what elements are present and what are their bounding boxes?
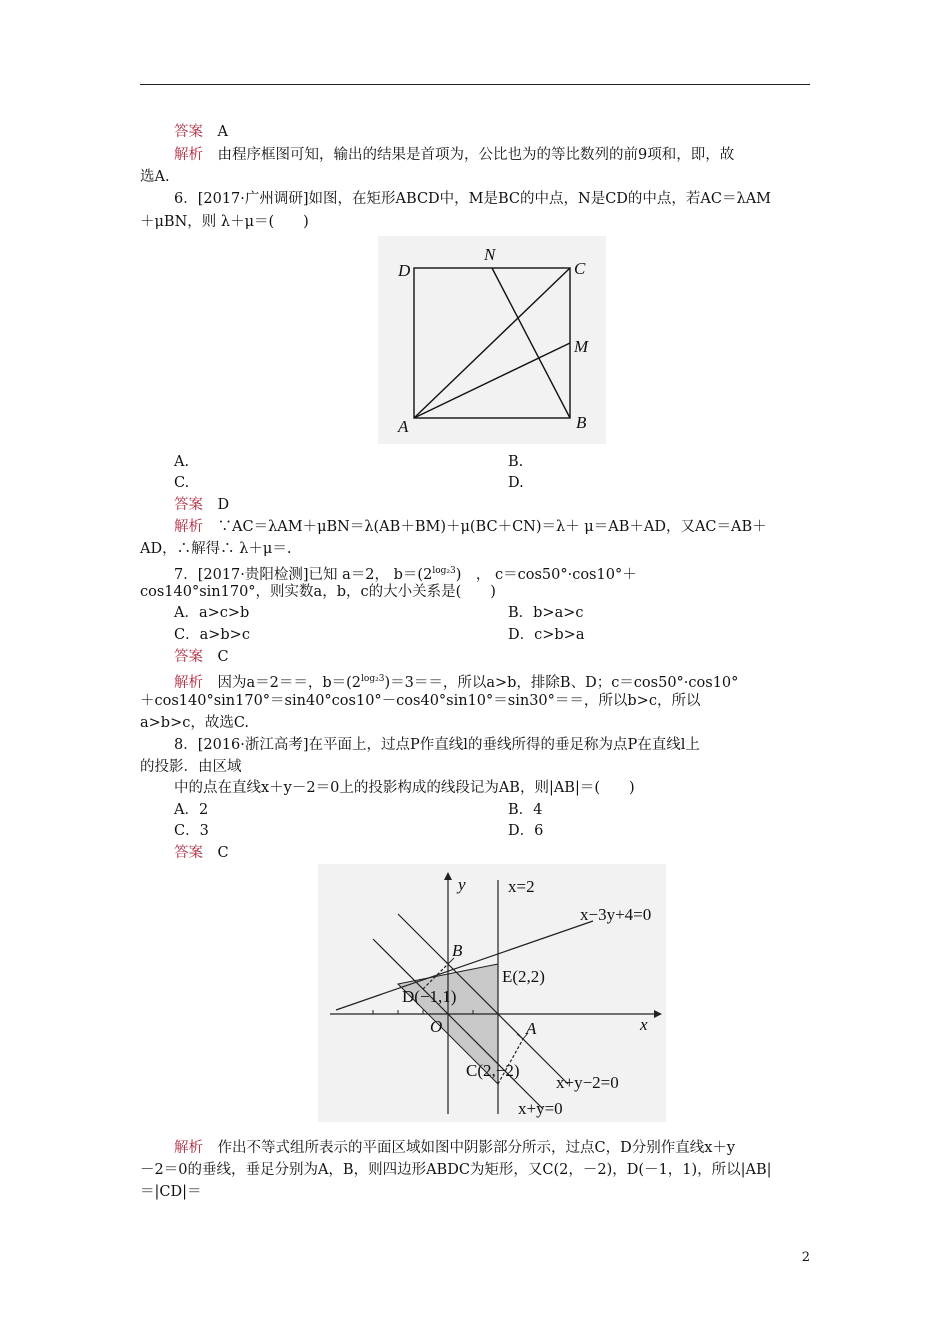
label-e: E(2,2) xyxy=(502,967,545,986)
q6-stem-line2: ＋μBN，则 λ＋μ＝( ) xyxy=(140,214,309,230)
q8-answer: C xyxy=(217,845,229,861)
label-x-equals-2: x=2 xyxy=(508,877,535,896)
q7-option-b: B．b>a>c xyxy=(508,605,584,621)
label-a: A xyxy=(526,1019,537,1038)
q8-option-c: C．3 xyxy=(174,823,209,839)
label-c: C(2,−2) xyxy=(466,1061,520,1080)
q8-stem-line2: 的投影．由区域 xyxy=(140,759,242,775)
q8-option-d: D．6 xyxy=(508,823,544,839)
label-line2: x+y−2=0 xyxy=(556,1073,619,1092)
q7-option-d: D．c>b>a xyxy=(508,627,585,643)
label-a: A xyxy=(398,417,409,436)
answer-label: 答案 xyxy=(174,124,203,140)
q6-option-c: C. xyxy=(174,475,190,491)
label-o: O xyxy=(430,1017,443,1036)
label-y: y xyxy=(458,875,466,894)
q7-option-a: A．a>c>b xyxy=(174,605,250,621)
q5-answer-line xyxy=(174,122,228,142)
q6-option-d: D. xyxy=(508,475,524,491)
q6-option-b: B. xyxy=(508,454,524,470)
q7-analysis-line2: ＋cos140°sin170°＝sin40°cos10°－cos40°sin10°＝sin30°＝＝，所以b>c，所以 xyxy=(140,693,701,709)
q8-analysis-line1: 解析 作出不等式组所表示的平面区域如图中阴影部分所示，过点C，D分别作直线x＋y xyxy=(174,1140,736,1156)
q7-option-c: C．a>b>c xyxy=(174,627,250,643)
q7-stem-line2: cos140°sin170°，则实数a，b，c的大小关系是( ) xyxy=(140,584,496,600)
label-d: D(−1,1) xyxy=(402,987,457,1006)
q7-answer: C xyxy=(217,649,229,665)
q7-answer-line: 答案 C xyxy=(174,649,229,665)
label-c: C xyxy=(574,259,586,278)
q8-stem-line3: 中的点在直线x＋y－2＝0上的投影构成的线段记为AB，则|AB|＝( ) xyxy=(174,780,635,796)
q8-option-b: B．4 xyxy=(508,802,543,818)
q6-answer-line: 答案 D xyxy=(174,497,230,513)
q5-analysis-line2: 选A. xyxy=(140,169,170,185)
q8-option-a: A．2 xyxy=(174,802,209,818)
header-rule xyxy=(140,84,810,85)
label-d: D xyxy=(398,261,411,280)
label-m: M xyxy=(574,337,589,356)
q6-rectangle-figure xyxy=(378,236,606,444)
label-x: x xyxy=(640,1015,648,1034)
label-b: B xyxy=(452,941,463,960)
q8-stem-line1: 8．[2016·浙江高考]在平面上，过点P作直线l的垂线所得的垂足称为点P在直线l上 xyxy=(174,737,700,753)
q5-analysis-line1: 解析 由程序框图可知，输出的结果是首项为，公比也为的等比数列的前9项和，即，故 xyxy=(174,147,735,163)
q7-analysis-line3: a>b>c，故选C. xyxy=(140,715,250,731)
q6-analysis-line2: AD，∴解得∴ λ＋μ＝. xyxy=(140,541,292,557)
analysis-label: 解析 xyxy=(174,147,203,163)
q8-analysis-line2: －2＝0的垂线，垂足分别为A，B，则四边形ABDC为矩形，又C(2，－2)，D(－1，1)，所以|AB| xyxy=(140,1162,772,1178)
q6-stem-line1: 6．[2017·广州调研]如图，在矩形ABCD中，M是BC的中点，N是CD的中点，若AC＝λAM xyxy=(174,191,772,207)
label-n: N xyxy=(484,245,496,264)
q7-analysis-line1: 解析 因为a＝2＝＝，$b=(2^{log_23})=3==$，所以a>b，排除B、D；c＝cos50°·cos10° xyxy=(174,674,739,691)
q6-analysis-line1: 解析 ∵AC＝λAM＋μBN＝λ(AB＋BM)＋μ(BC＋CN)＝λ＋ μ＝AB＋AD，又AC＝AB＋ xyxy=(174,519,767,535)
label-line3: x+y=0 xyxy=(518,1099,563,1118)
q8-analysis-line3: ＝|CD|＝ xyxy=(140,1184,202,1200)
q6-option-a: A. xyxy=(174,454,190,470)
label-line1: x−3y+4=0 xyxy=(580,905,652,924)
page-number: 2 xyxy=(801,1250,810,1265)
q7-stem-line1: 7．[2017·贵阳检测]已知 a＝2， $b=(2^{log_23})$ ， c＝cos50°·cos10°＋ xyxy=(174,566,637,583)
q5-answer: A xyxy=(217,124,228,140)
label-b: B xyxy=(576,413,587,432)
q6-answer: D xyxy=(217,497,230,513)
q8-answer-line: 答案 C xyxy=(174,845,229,861)
q8-coordinate-figure xyxy=(318,864,666,1122)
